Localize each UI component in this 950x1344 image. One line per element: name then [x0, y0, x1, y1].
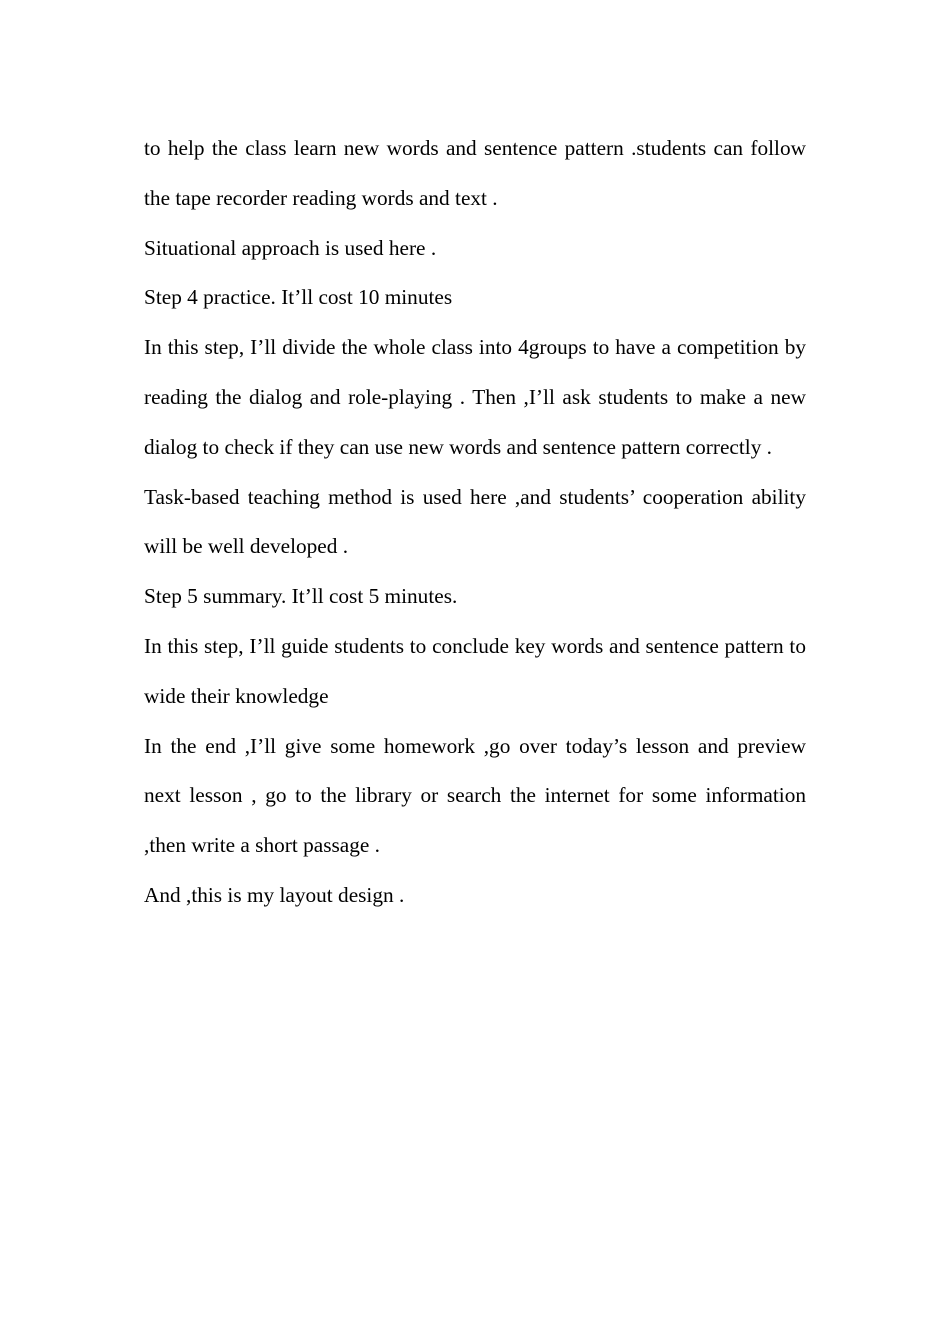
paragraph-9: And ,this is my layout design . [144, 882, 405, 907]
paragraph-7: In this step, I’ll guide students to conclude key words and sentence pattern to wide their knowledge [144, 633, 806, 708]
paragraph-5: Task-based teaching method is used here ,and students’ cooperation ability will be well developed . [144, 484, 806, 559]
paragraph-2: Situational approach is used here . [144, 235, 437, 260]
paragraph-8: In the end ,I’ll give some homework ,go over today’s lesson and preview next lesson , go to the library or search the internet for some information ,then write a short passage . [144, 733, 806, 858]
paragraph-4: In this step, I’ll divide the whole class into 4groups to have a competition by reading the dialog and role-playing . Then ,I’ll ask students to make a new dialog to check if they can use new words and sentence pattern correctly . [144, 335, 806, 459]
document-body [144, 124, 806, 921]
paragraph-3: Step 4 practice. It’ll cost 10 minutes [144, 285, 453, 310]
paragraph-6: Step 5 summary. It’ll cost 5 minutes. [144, 584, 458, 609]
paragraph-1: to help the class learn new words and sentence pattern .students can follow the tape recorder reading words and text . [144, 136, 806, 210]
